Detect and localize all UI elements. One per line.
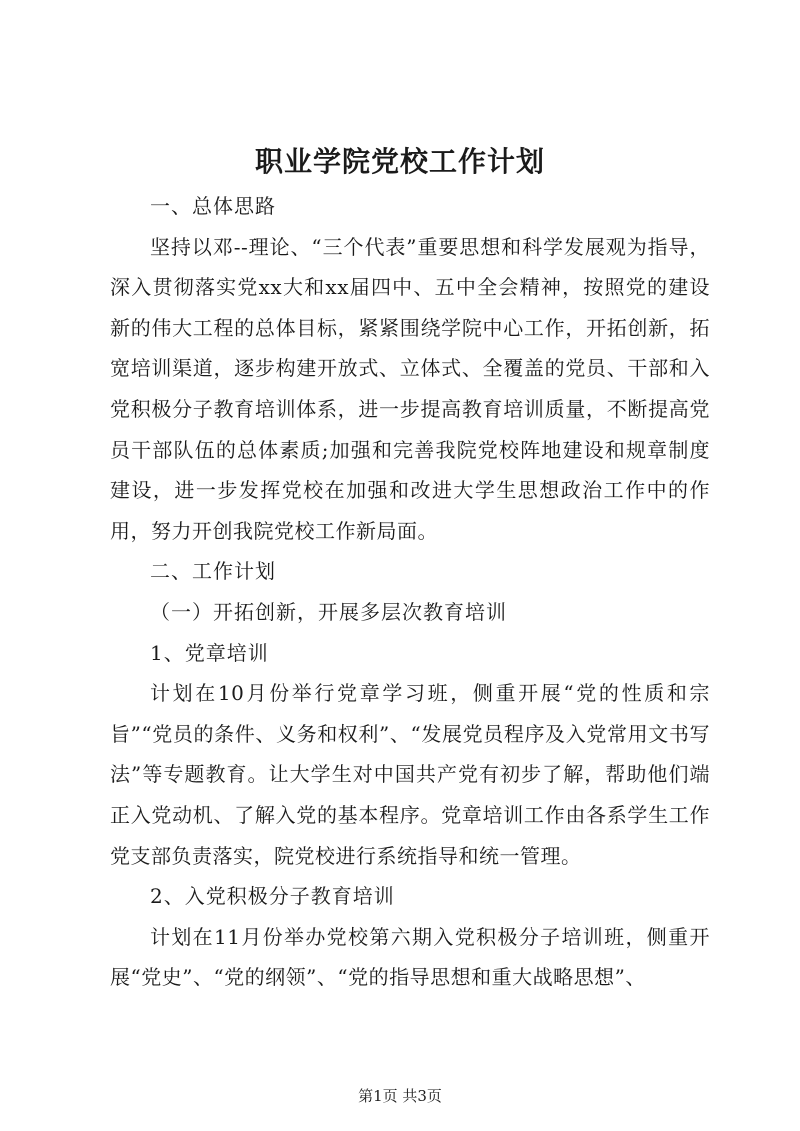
document-title: 职业学院党校工作计划 (254, 145, 545, 178)
body-paragraph: 计划在10月份举行党章学习班，侧重开展“党的性质和宗旨”“党员的条件、义务和权利”、“发展党员程序及入党常用文书写法”等专题教育。让大学生对中国共产党有初步了解，帮助他们端正入党动机、了解入党的基本程序。党章培训工作由各系学生工作党支部负责落实，院党校进行系统指导和统一管理。 (110, 681, 710, 868)
item-heading: 1、党章培训 (150, 640, 269, 665)
page-footer: 第1页 共3页 (358, 1087, 442, 1105)
body-paragraph: 坚持以邓--理论、“三个代表”重要思想和科学发展观为指导，深入贯彻落实党xx大和xx届四中、五中全会精神，按照党的建设新的伟大工程的总体目标，紧紧围绕学院中心工作，开拓创新，拓宽培训渠道，逐步构建开放式、立体式、全覆盖的党员、干部和入党积极分子教育培训体系，进一步提高教育培训质量，不断提高党员干部队伍的总体素质;加强和完善我院党校阵地建设和规章制度建设，进一步发挥党校在加强和改进大学生思想政治工作中的作用，努力开创我院党校工作新局面。 (110, 234, 710, 543)
body-paragraph: 计划在11月份举办党校第六期入党积极分子培训班，侧重开展“党史”、“党的纲领”、“党的指导思想和重大战略思想”、 (110, 924, 710, 990)
subsection-heading: （一）开拓创新，开展多层次教育培训 (150, 599, 507, 624)
item-heading: 2、入党积极分子教育培训 (150, 884, 395, 909)
section-heading: 一、总体思路 (150, 194, 276, 218)
section-heading: 二、工作计划 (150, 559, 276, 584)
document-body (110, 186, 710, 998)
